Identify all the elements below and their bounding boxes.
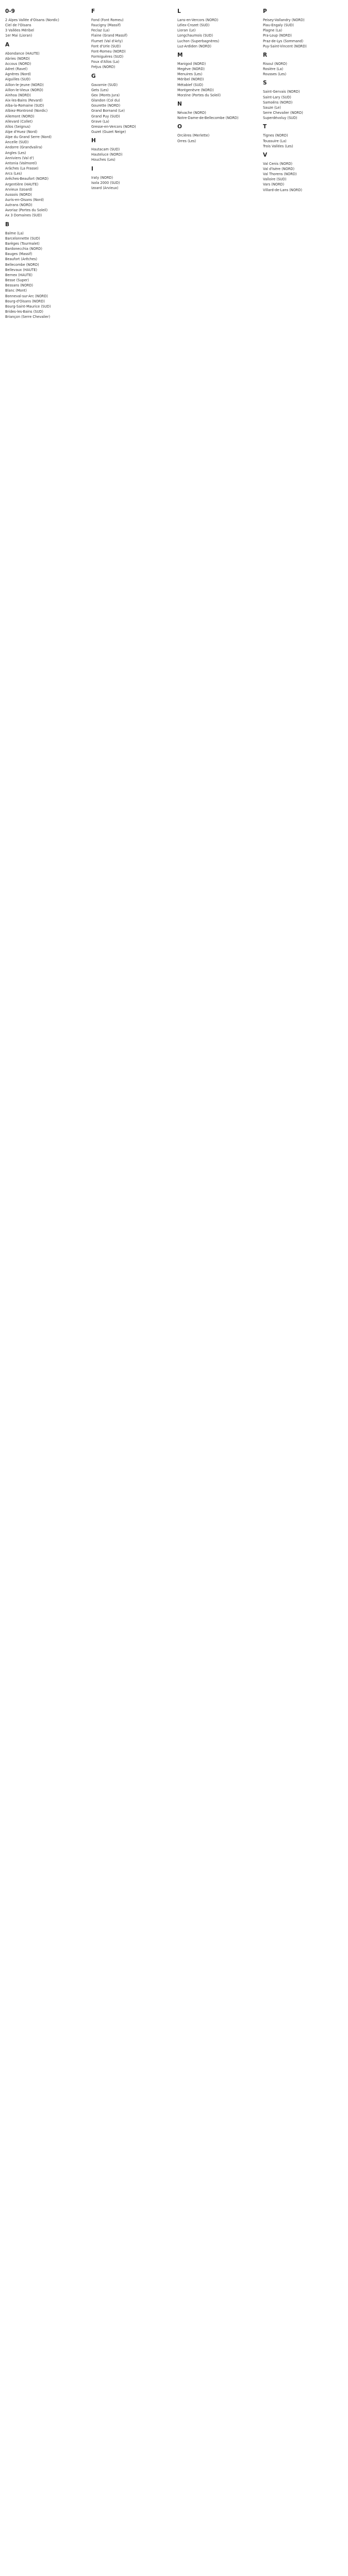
- index-entry[interactable]: Ax 3 Domaines (SUD): [5, 213, 42, 218]
- index-entry[interactable]: Bonneval-sur-Arc (NORD): [5, 294, 48, 298]
- index-entry[interactable]: Gets (Les): [91, 88, 109, 92]
- index-entry[interactable]: Montgenèvre (NORD): [177, 88, 214, 92]
- index-entry[interactable]: Beaufort (Arêches): [5, 257, 38, 262]
- index-entry[interactable]: Allemont (NORD): [5, 114, 35, 118]
- index-entry[interactable]: Bauges (Massif): [5, 252, 32, 257]
- index-entry[interactable]: Rousses (Les): [263, 72, 287, 77]
- index-entry[interactable]: Hauteluce (NORD): [91, 152, 123, 157]
- section-letter: A: [5, 41, 10, 48]
- index-entry[interactable]: Flumet (Val d'Arly): [91, 39, 123, 43]
- index-entry[interactable]: Gex (Monts Jura): [91, 93, 120, 97]
- index-entry[interactable]: Sauze (Le): [263, 105, 281, 110]
- index-entry[interactable]: 3 Vallées Méribel: [5, 28, 35, 33]
- index-entry[interactable]: Flaine (Grand Massif): [91, 33, 128, 38]
- index-entry[interactable]: Grand Puy (SUD): [91, 114, 120, 118]
- index-entry[interactable]: Fréjus (NORD): [91, 65, 115, 70]
- index-entry[interactable]: Praz-de-Lys (Sommand): [263, 39, 304, 43]
- index-entry[interactable]: Aiguilles (SUD): [5, 77, 31, 82]
- index-entry[interactable]: Faucigny (Massif): [91, 23, 121, 28]
- index-entry[interactable]: Fond (Font Romeu): [91, 18, 124, 22]
- index-entry[interactable]: Val Thorens (NORD): [263, 172, 297, 177]
- index-entry[interactable]: Font d'Urle (SUD): [91, 44, 121, 48]
- index-entry[interactable]: Avoriaz (Portes du Soleil): [5, 208, 48, 213]
- index-entry[interactable]: Bourg-Saint-Maurice (SUD): [5, 304, 51, 309]
- index-entry[interactable]: Alpe d'Huez (Nord): [5, 129, 38, 134]
- index-entry[interactable]: Toussuire (La): [263, 139, 287, 143]
- index-entry[interactable]: Morzine (Portes du Soleil): [177, 93, 221, 97]
- index-entry[interactable]: Megève (NORD): [177, 67, 205, 72]
- index-entry[interactable]: Bardonecchia (NORD): [5, 247, 42, 251]
- index-entry[interactable]: Hautacam (SUD): [91, 147, 120, 152]
- index-entry[interactable]: Bellevaux (HAUTE): [5, 267, 38, 272]
- index-entry[interactable]: Trois Vallées (Les): [263, 144, 293, 148]
- index-entry[interactable]: 2 Alpes Vallée d'Oisans (Nordic): [5, 18, 59, 22]
- index-entry[interactable]: Agnères (Nord): [5, 72, 31, 77]
- index-entry[interactable]: Lélex-Crozet (SUD): [177, 23, 210, 28]
- index-entry[interactable]: Abondance (HAUTE): [5, 51, 40, 56]
- index-entry[interactable]: Bessans (NORD): [5, 283, 34, 288]
- section-letter: B: [5, 221, 10, 228]
- section-letter: F: [91, 8, 95, 14]
- index-entry[interactable]: Besse (Super): [5, 278, 29, 283]
- index-entry[interactable]: 1er Mai (Lioran): [5, 33, 32, 38]
- index-entry[interactable]: Valloire (SUD): [263, 177, 287, 182]
- index-entry[interactable]: Font-Romeu (NORD): [91, 49, 126, 54]
- section-letter: P: [263, 8, 267, 14]
- index-entry[interactable]: Anniviers (Val d'): [5, 156, 34, 160]
- index-entry[interactable]: Autrans (NORD): [5, 203, 32, 208]
- index-entry[interactable]: Serre Chevalier (NORD): [263, 111, 303, 115]
- section-letter: O: [177, 124, 182, 130]
- index-entry[interactable]: Auris-en-Oisans (Nord): [5, 198, 44, 202]
- index-entry[interactable]: Samoëns (NORD): [263, 100, 293, 105]
- index-entry[interactable]: Andorre (Grandvalira): [5, 145, 42, 150]
- index-entry[interactable]: Orres (Les): [177, 139, 196, 143]
- index-entry[interactable]: Allevard (Collet): [5, 119, 33, 124]
- section-letter: I: [91, 165, 93, 172]
- index-entry[interactable]: Névache (NORD): [177, 111, 206, 115]
- index-entry[interactable]: Glandon (Col du): [91, 98, 120, 103]
- index-entry[interactable]: Arêches-Beaufort (NORD): [5, 177, 49, 181]
- index-entry[interactable]: Barcelonnette (SUD): [5, 236, 40, 241]
- index-entry[interactable]: Menuires (Les): [177, 72, 203, 77]
- index-entry[interactable]: Houches (Les): [91, 158, 115, 162]
- column-4: [263, 5, 344, 193]
- index-entry[interactable]: Izoard (Arvieux): [91, 185, 119, 190]
- index-entry[interactable]: Méribel (NORD): [177, 77, 204, 82]
- index-entry[interactable]: Bellecombe (NORD): [5, 262, 39, 267]
- index-entry[interactable]: Angles (Les): [5, 150, 26, 155]
- index-entry[interactable]: Longchaumois (SUD): [177, 33, 213, 38]
- index-entry[interactable]: Tignes (NORD): [263, 133, 288, 138]
- index-entry[interactable]: Pra-Loup (NORD): [263, 33, 292, 38]
- index-entry[interactable]: Feclaz (La): [91, 28, 110, 33]
- index-entry[interactable]: Peisey-Vallandry (NORD): [263, 18, 305, 22]
- index-entry[interactable]: Saint-Lary (SUD): [263, 95, 291, 99]
- index-entry[interactable]: Lans-en-Vercors (NORD): [177, 18, 219, 22]
- index-entry[interactable]: Superdévoluy (SUD): [263, 116, 297, 121]
- index-entry[interactable]: Abries (NORD): [5, 56, 30, 61]
- column-1: [5, 5, 87, 319]
- index-entry[interactable]: Gavarnie (SUD): [91, 82, 118, 87]
- section-letter: 0-9: [5, 8, 15, 14]
- index-entry[interactable]: Val d'Isère (NORD): [263, 166, 295, 171]
- index-entry[interactable]: Saint-Gervais (NORD): [263, 90, 300, 94]
- section-letter: V: [263, 151, 268, 158]
- index-entry[interactable]: Aussois (NORD): [5, 192, 32, 197]
- index-entry[interactable]: Brides-les-Bains (SUD): [5, 309, 43, 314]
- index-entry[interactable]: Villard-de-Lans (NORD): [263, 188, 303, 192]
- index-entry[interactable]: Bourg-d'Oisans (NORD): [5, 299, 45, 303]
- index-entry[interactable]: Alpe du Grand Serre (Nord): [5, 135, 52, 140]
- index-entry[interactable]: Bernex (HAUTE): [5, 273, 32, 277]
- index-entry[interactable]: Ciel de l'Oisans: [5, 23, 31, 28]
- section-letter: G: [91, 73, 96, 79]
- index-entry[interactable]: Puy-Saint-Vincent (NORD): [263, 44, 307, 48]
- index-entry[interactable]: Albiez-Montrond (Nordic): [5, 109, 48, 113]
- index-entry[interactable]: Arcs (Les): [5, 172, 22, 176]
- index-entry[interactable]: Val Cenis (NORD): [263, 161, 293, 166]
- index-entry[interactable]: Aillon-le-Jeune (NORD): [5, 82, 44, 87]
- index-entry[interactable]: Allos (Seignus): [5, 124, 30, 129]
- index-entry[interactable]: Argentière (HAUTE): [5, 182, 39, 187]
- index-entry[interactable]: Iraty (NORD): [91, 175, 113, 180]
- index-entry[interactable]: Balme (La): [5, 231, 24, 235]
- index-entry[interactable]: Rosière (La): [263, 67, 284, 72]
- index-entry[interactable]: Formiguères (SUD): [91, 55, 124, 59]
- index-entry[interactable]: Barèges (Tourmalet): [5, 241, 40, 246]
- index-entry[interactable]: Aillon-le-Vieux (NORD): [5, 88, 43, 92]
- index-entry[interactable]: Luz-Ardiden (NORD): [177, 44, 211, 48]
- index-entry[interactable]: Manigod (NORD): [177, 61, 206, 66]
- index-entry[interactable]: Grave (La): [91, 119, 109, 124]
- index-entry[interactable]: Alba-la-Romaine (SUD): [5, 104, 44, 108]
- index-entry[interactable]: Antonia (Valmorel): [5, 161, 37, 165]
- index-entry[interactable]: Gresse-en-Vercors (NORD): [91, 124, 136, 129]
- index-entry[interactable]: Ainhoa (NORD): [5, 93, 31, 97]
- index-entry[interactable]: Accous (NORD): [5, 61, 31, 66]
- index-entry[interactable]: Briançon (Serre Chevalier): [5, 315, 51, 319]
- index-entry[interactable]: Risoul (NORD): [263, 61, 287, 66]
- index-entry[interactable]: Aix-les-Bains (Revard): [5, 98, 43, 103]
- section-letter: R: [263, 52, 268, 58]
- column-2: [91, 5, 173, 191]
- section-letter: T: [263, 124, 267, 130]
- index-entry[interactable]: Luchon (Superbagnères): [177, 39, 220, 43]
- section-letter: L: [177, 8, 181, 14]
- index-entry[interactable]: Plagne (La): [263, 28, 283, 33]
- index-entry[interactable]: Métabief (SUD): [177, 82, 204, 87]
- section-letter: H: [91, 138, 96, 144]
- index-entry[interactable]: Piau-Engaly (SUD): [263, 23, 294, 28]
- index-entry[interactable]: Arvieux (Izoard): [5, 187, 32, 192]
- index-entry[interactable]: Isola 2000 (SUD): [91, 180, 120, 185]
- index-entry[interactable]: Arâches (La Frasse): [5, 166, 39, 171]
- index-entry[interactable]: Vars (NORD): [263, 182, 285, 187]
- index-entry[interactable]: Adret (Ravel): [5, 67, 28, 72]
- index-entry[interactable]: Lioran (Le): [177, 28, 196, 33]
- section-letter: N: [177, 101, 182, 108]
- index-entry[interactable]: Grand Bornand (Le): [91, 109, 125, 113]
- index-entry[interactable]: Ancelle (SUD): [5, 140, 29, 145]
- index-entry[interactable]: Notre-Dame-de-Bellecombe (NORD): [177, 116, 239, 121]
- index-entry[interactable]: Gourette (NORD): [91, 104, 121, 108]
- column-3: [177, 5, 259, 144]
- index-entry[interactable]: Foux d'Allos (La): [91, 60, 120, 64]
- index-entry[interactable]: Blanc (Mont): [5, 289, 27, 293]
- section-letter: M: [177, 52, 183, 58]
- section-letter: S: [263, 80, 267, 87]
- index-entry[interactable]: Guzet (Guzet Neige): [91, 129, 126, 134]
- index-entry[interactable]: Orcières (Merlette): [177, 133, 210, 138]
